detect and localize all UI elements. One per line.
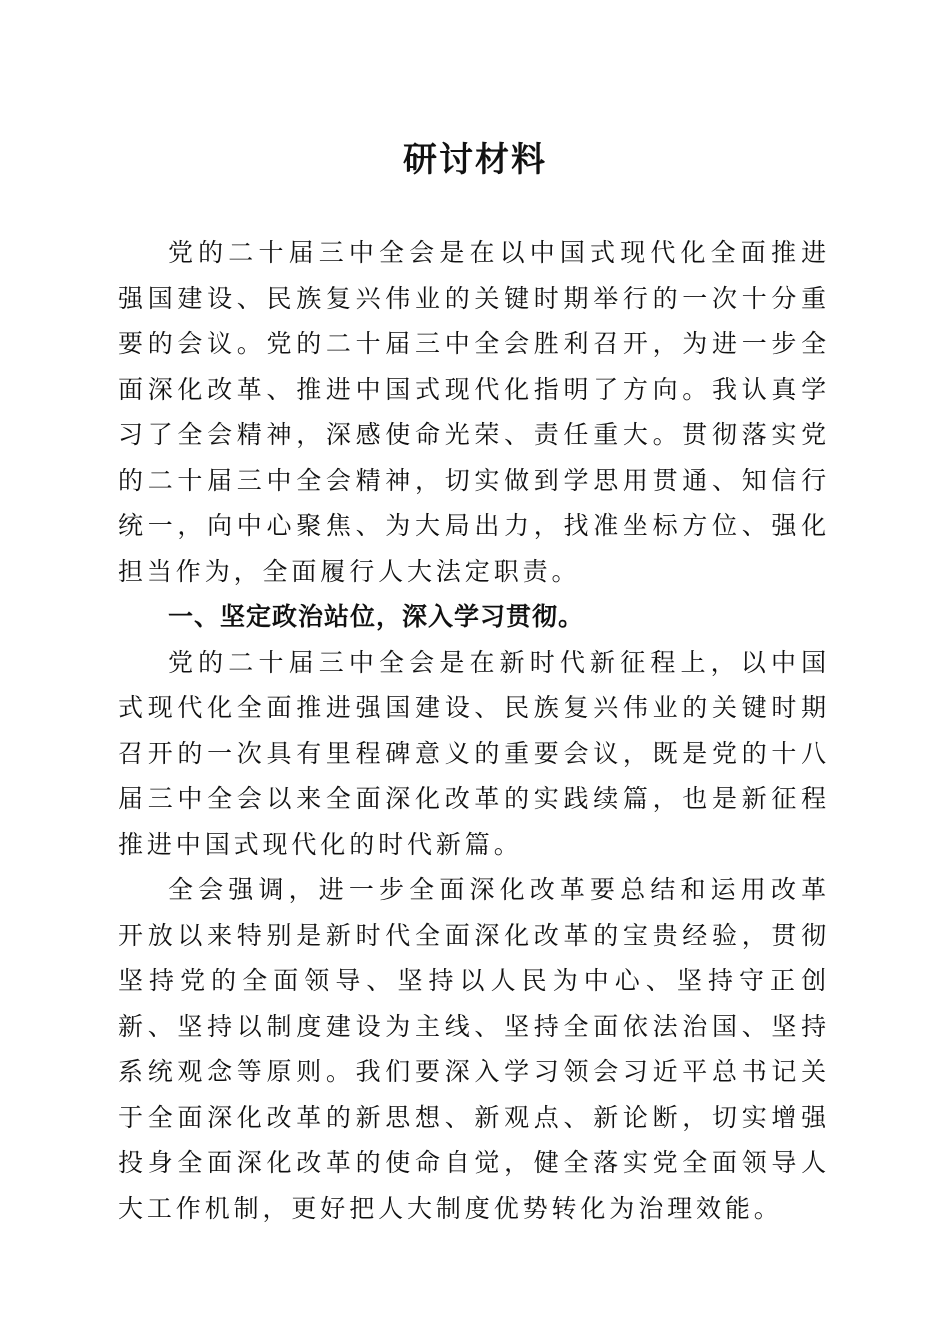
paragraph-section-1-b: 全会强调，进一步全面深化改革要总结和运用改革开放以来特别是新时代全面深化改革的宝贵经验，贯彻坚持党的全面领导、坚持以人民为中心、坚持守正创新、坚持以制度建设为主线、坚持全面依法治国、坚持系统观念等原则。我们要深入学习领会习近平总书记关于全面深化改革的新思想、新观点、新论断，切实增强投身全面深化改革的使命自觉，健全落实党全面领导人大工作机制，更好把人大制度优势转化为治理效能。 [118, 875, 830, 1223]
paragraph-section-1-a: 党的二十届三中全会是在新时代新征程上，以中国式现代化全面推进强国建设、民族复兴伟业的关键时期召开的一次具有里程碑意义的重要会议，既是党的十八届三中全会以来全面深化改革的实践续篇，也是新征程推进中国式现代化的时代新篇。 [118, 647, 830, 859]
paragraph-intro: 党的二十届三中全会是在以中国式现代化全面推进强国建设、民族复兴伟业的关键时期举行的一次十分重要的会议。党的二十届三中全会胜利召开，为进一步全面深化改革、推进中国式现代化指明了方向。我认真学习了全会精神，深感使命光荣、责任重大。贯彻落实党的二十届三中全会精神，切实做到学思用贯通、知信行统一，向中心聚焦、为大局出力，找准坐标方位、强化担当作为，全面履行人大法定职责。 [118, 238, 830, 586]
document-body [118, 230, 830, 1231]
section-heading-1: 一、坚定政治站位，深入学习贯彻。 [168, 602, 585, 631]
document-title: 研讨材料 [403, 140, 547, 180]
